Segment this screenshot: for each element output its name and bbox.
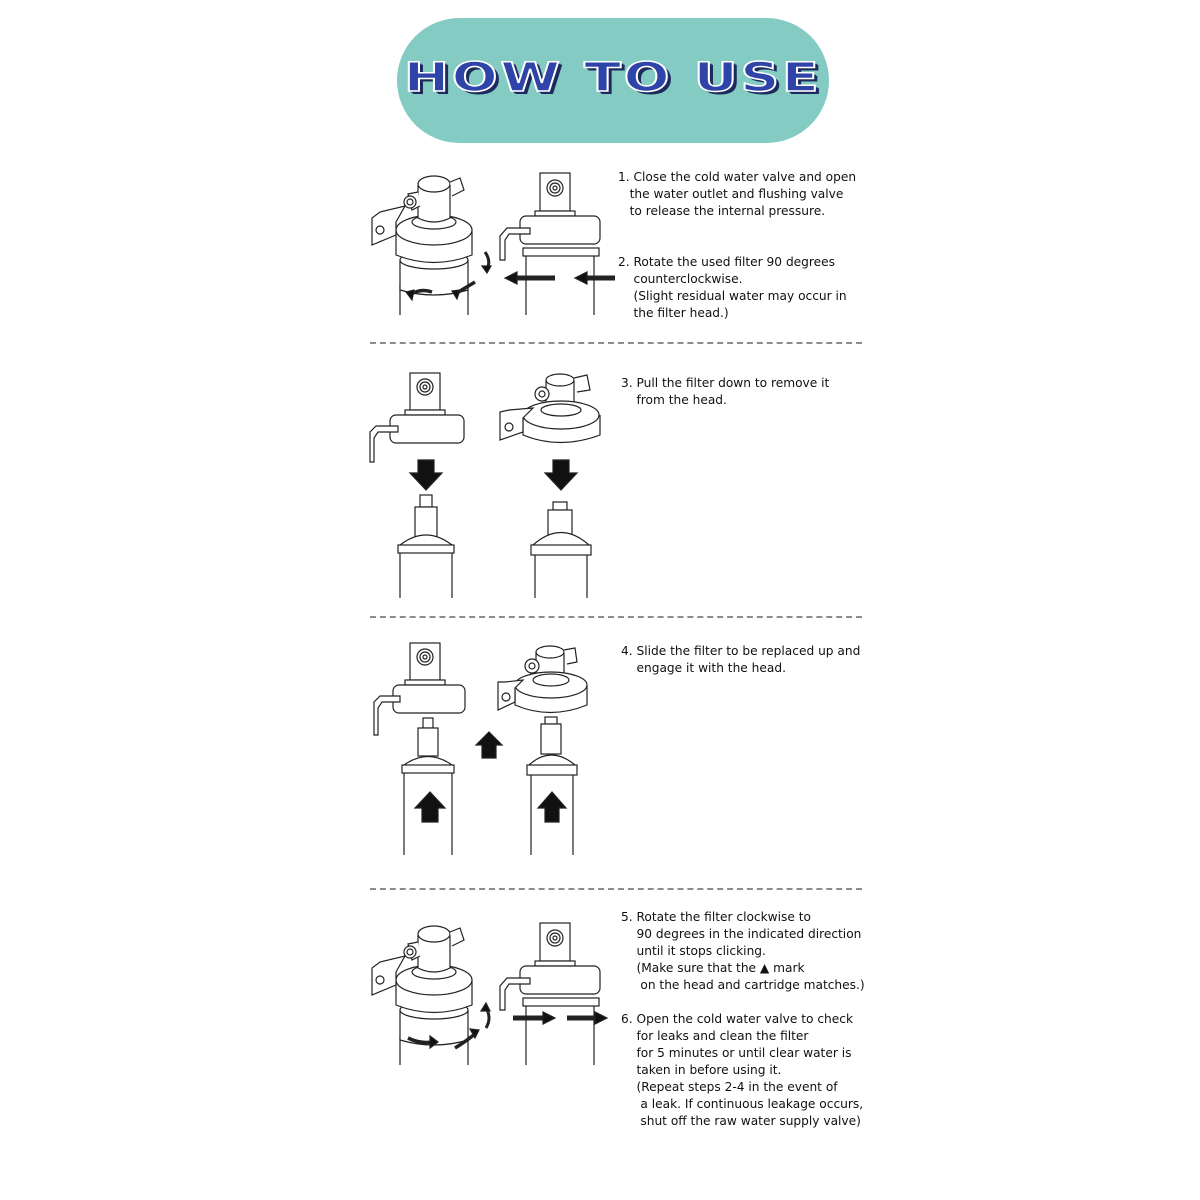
step-6-text: 6. Open the cold water valve to check for leaks and clean the filter for 5 minutes or until clear water is taken in before using it. (Repeat steps 2-4 in the event of a leak. If continuous leakage occurs, shut off the raw water supply valve) [621, 1012, 864, 1128]
filter-lock-arrow-right-icon [495, 920, 615, 1070]
section-divider [370, 342, 862, 344]
filter-slide-up-front-icon [360, 640, 510, 860]
step-4-text: 4. Slide the filter to be replaced up and engage it with the head. [621, 644, 861, 675]
filter-head-rotate-counterclockwise-icon [360, 160, 500, 320]
filter-pull-down-side-icon [495, 370, 615, 600]
step-2-text: 2. Rotate the used filter 90 degrees counterclockwise. (Slight residual water may occur in the filter head.) [618, 255, 847, 320]
filter-unlock-arrow-left-icon [495, 170, 615, 320]
filter-head-rotate-clockwise-icon [360, 910, 500, 1070]
step-1-text: 1. Close the cold water valve and open the water outlet and flushing valve to release the internal pressure. [618, 170, 857, 218]
filter-pull-down-front-icon [360, 370, 480, 600]
how-to-use-banner [397, 18, 829, 143]
section-divider [370, 616, 862, 618]
page-title: HOW TO USE [404, 54, 822, 101]
filter-slide-up-side-icon [495, 640, 615, 860]
step-3-text: 3. Pull the filter down to remove it from the head. [621, 376, 830, 407]
section-divider [370, 888, 862, 890]
step-5-text: 5. Rotate the filter clockwise to 90 degrees in the indicated direction until it stops clicking. (Make sure that the ▲ mark on the head and cartridge matches.) [621, 910, 865, 992]
